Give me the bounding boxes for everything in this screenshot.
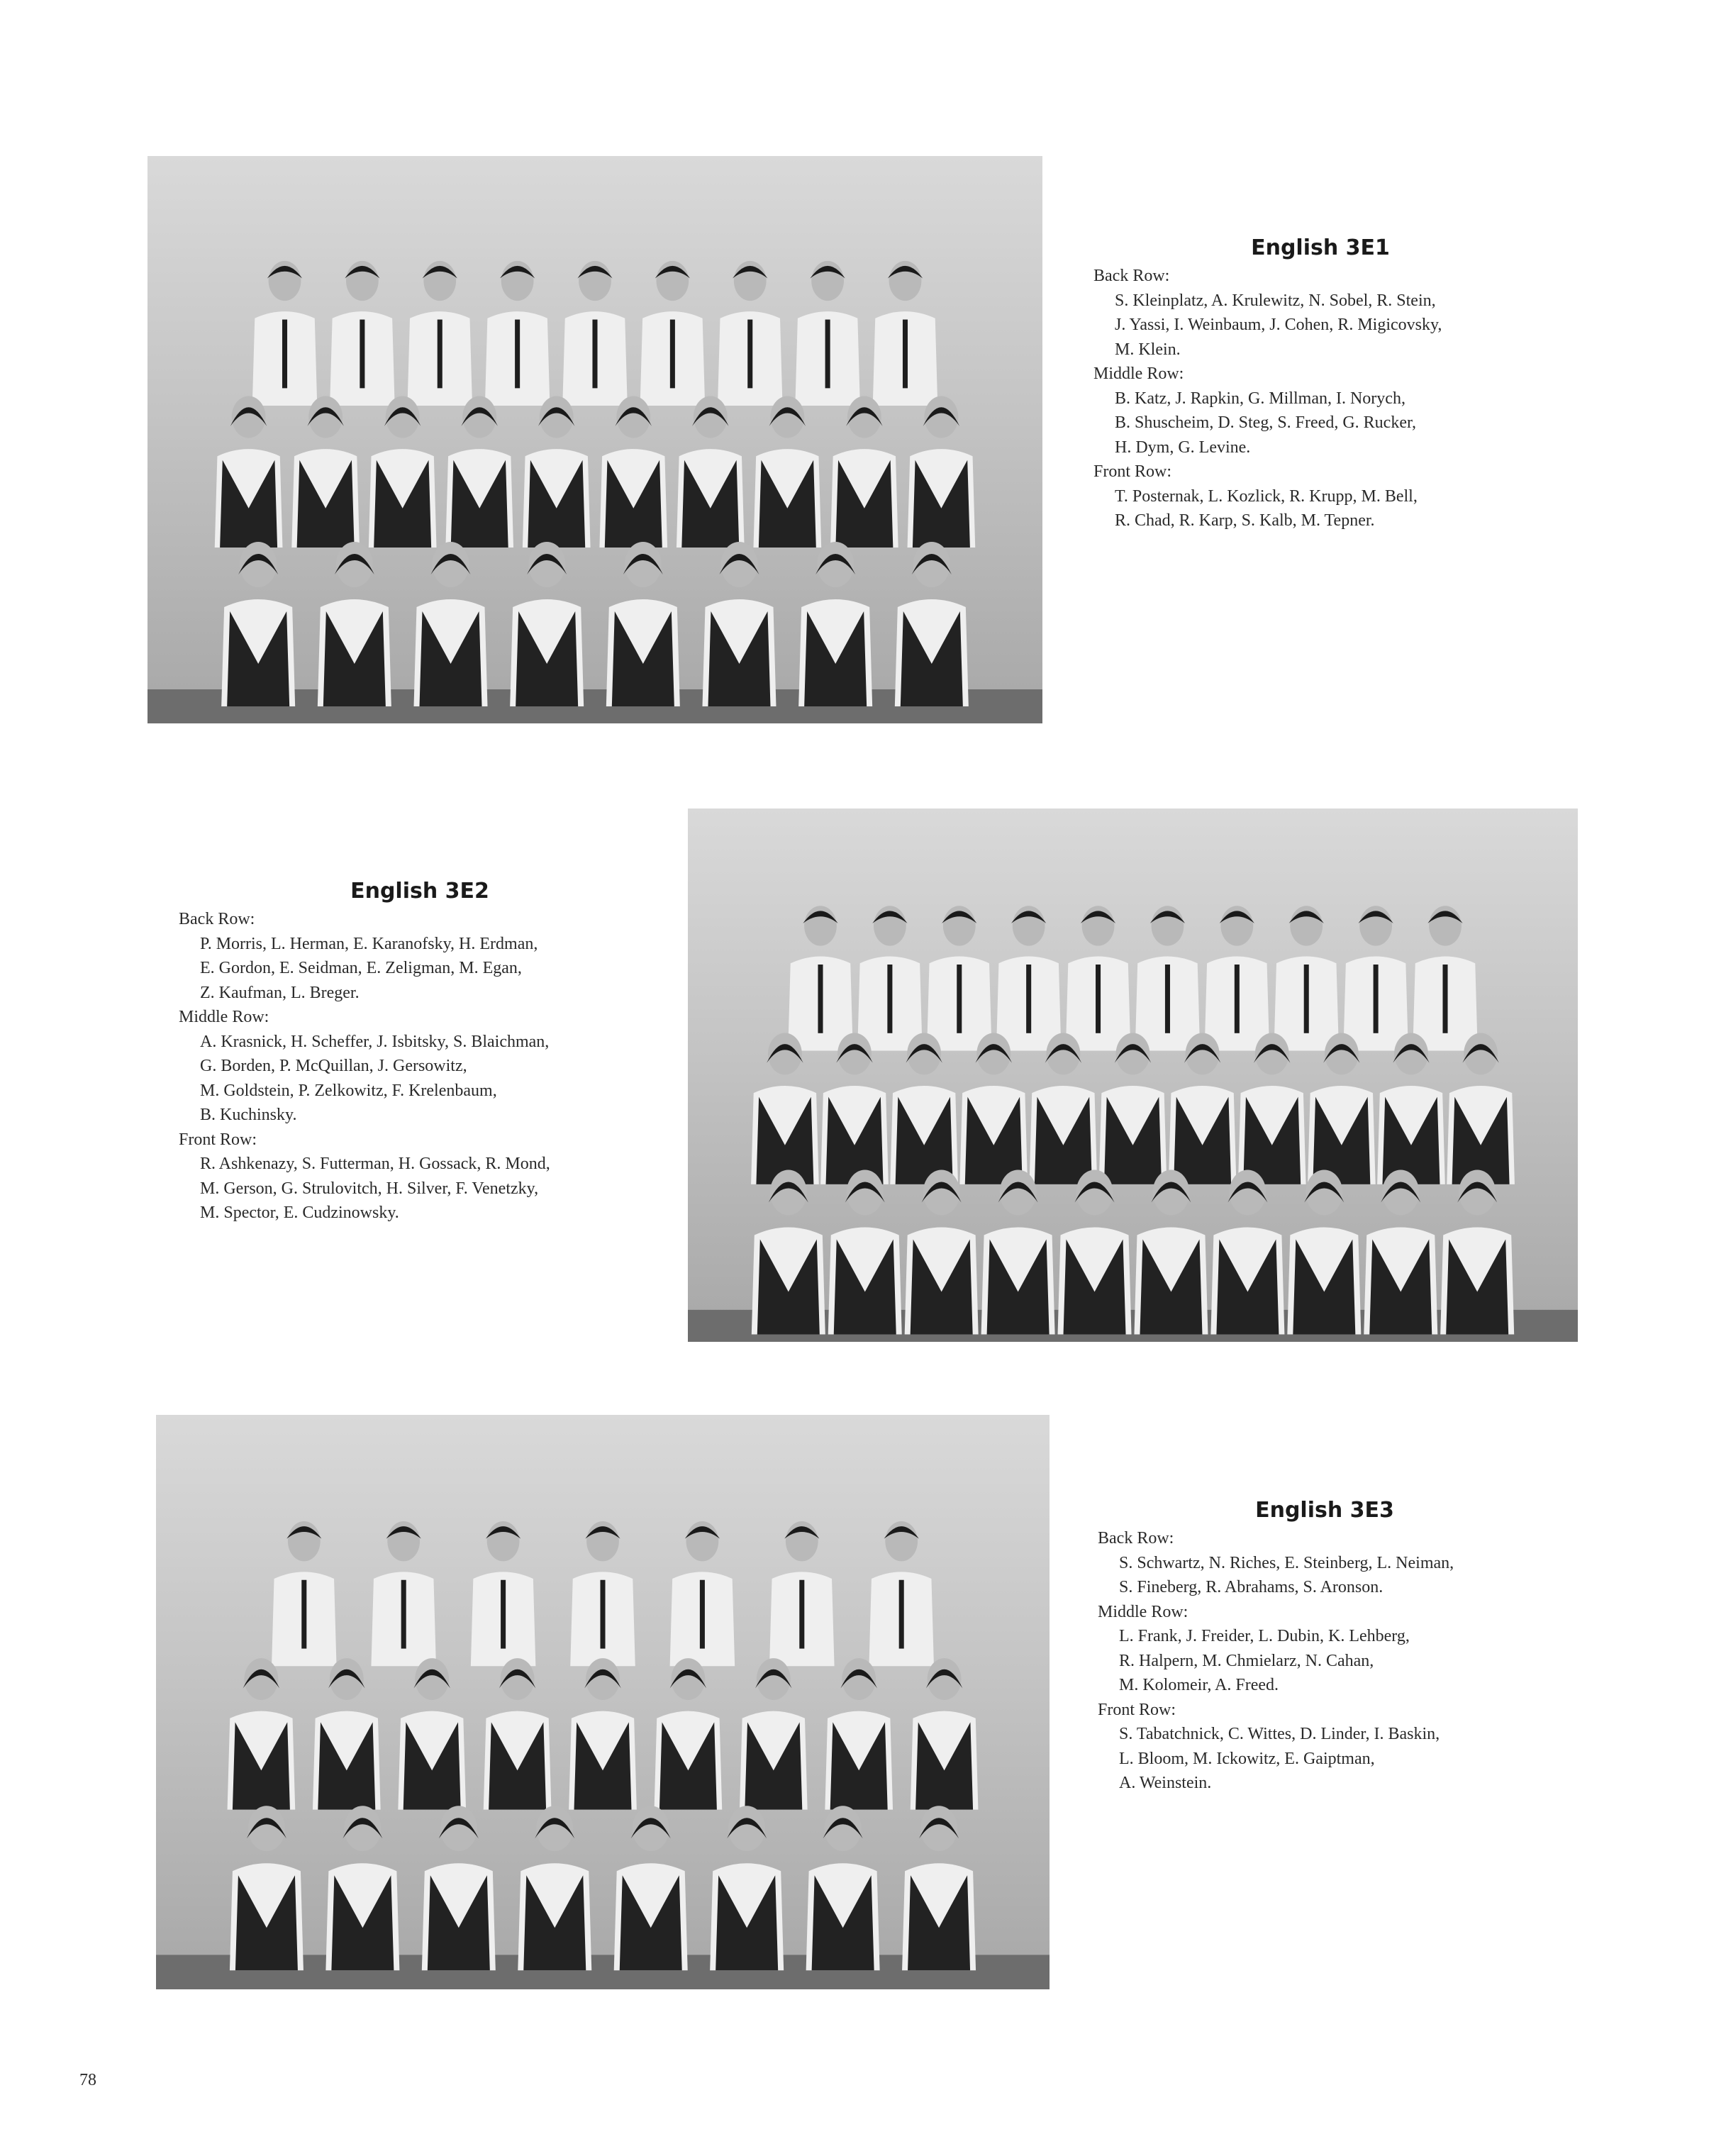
student-figure — [873, 261, 938, 406]
row-label: Back Row: — [179, 910, 255, 928]
student-figure — [445, 396, 513, 548]
student-figure — [1413, 906, 1478, 1050]
student-figure — [1343, 906, 1408, 1050]
student-figure — [1134, 1169, 1208, 1334]
caption-3e3 — [1098, 1496, 1552, 1796]
page-number: 78 — [79, 2071, 96, 2089]
names-line: E. Gordon, E. Seidman, E. Zeligman, M. Egan, — [200, 959, 522, 977]
names-line: M. Gerson, G. Strulovitch, H. Silver, F. Venetzky, — [200, 1179, 539, 1198]
student-figure — [830, 396, 898, 548]
caption-3e2 — [179, 877, 661, 1226]
section-title: English 3E1 — [1251, 235, 1390, 260]
student-figure — [228, 1658, 296, 1809]
student-figure — [330, 261, 395, 406]
row-label: Front Row: — [1093, 462, 1172, 481]
student-figure — [677, 396, 745, 548]
student-figure — [702, 542, 776, 706]
student-figure — [407, 261, 472, 406]
student-figure — [751, 1033, 819, 1184]
names-line: T. Posternak, L. Kozlick, R. Krupp, M. Bell, — [1115, 487, 1418, 506]
names-line: H. Dym, G. Levine. — [1115, 438, 1251, 457]
student-figure — [828, 1169, 902, 1334]
student-figure — [325, 1806, 399, 1970]
names-line: R. Ashkenazy, S. Futterman, H. Gossack, R. Mond, — [200, 1155, 550, 1173]
student-figure — [518, 1806, 591, 1970]
names-line: S. Schwartz, N. Riches, E. Steinberg, L. Neiman, — [1119, 1553, 1454, 1572]
student-figure — [1210, 1169, 1284, 1334]
student-figure — [718, 261, 783, 406]
student-figure — [911, 1658, 979, 1809]
student-figure — [927, 906, 992, 1050]
student-figure — [740, 1658, 808, 1809]
student-figure — [788, 906, 853, 1050]
names-line: L. Frank, J. Freider, L. Dubin, K. Lehberg, — [1119, 1627, 1410, 1645]
student-figure — [291, 396, 360, 548]
class-photo-3e3-graphic — [156, 1415, 1050, 1989]
student-figure — [1169, 1033, 1237, 1184]
student-figure — [908, 396, 976, 548]
class-photo-3e3 — [156, 1415, 1050, 1989]
names-line: A. Weinstein. — [1119, 1774, 1212, 1792]
student-figure — [981, 1169, 1055, 1334]
names-line: Z. Kaufman, L. Breger. — [200, 983, 360, 1002]
student-figure — [1364, 1169, 1437, 1334]
student-figure — [959, 1033, 1028, 1184]
names-line: A. Krasnick, H. Scheffer, J. Isbitsky, S. Blaichman, — [200, 1032, 550, 1051]
row-label: Front Row: — [1098, 1700, 1176, 1719]
student-figure — [905, 1169, 979, 1334]
student-figure — [1135, 906, 1201, 1050]
student-figure — [562, 261, 628, 406]
student-figure — [857, 906, 923, 1050]
student-figure — [414, 542, 488, 706]
names-line: M. Kolomeir, A. Freed. — [1119, 1676, 1279, 1694]
student-figure — [769, 1521, 835, 1666]
student-figure — [895, 542, 969, 706]
student-figure — [902, 1806, 976, 1970]
section-title: English 3E3 — [1255, 1498, 1394, 1523]
student-figure — [655, 1658, 723, 1809]
student-figure — [1287, 1169, 1361, 1334]
names-line: J. Yassi, I. Weinbaum, J. Cohen, R. Migicovsky, — [1115, 316, 1442, 334]
student-figure — [640, 261, 706, 406]
class-photo-3e1-graphic — [147, 156, 1042, 723]
student-figure — [996, 906, 1062, 1050]
student-figure — [369, 396, 437, 548]
names-line: S. Fineberg, R. Abrahams, S. Aronson. — [1119, 1578, 1384, 1596]
student-figure — [614, 1806, 688, 1970]
student-figure — [318, 542, 391, 706]
row-label: Front Row: — [179, 1130, 257, 1149]
student-figure — [710, 1806, 784, 1970]
student-figure — [313, 1658, 381, 1809]
names-line: S. Kleinplatz, A. Krulewitz, N. Sobel, R. Stein, — [1115, 291, 1436, 310]
names-line: R. Halpern, M. Chmielarz, N. Cahan, — [1119, 1651, 1374, 1670]
names-line: M. Klein. — [1115, 340, 1181, 359]
student-figure — [570, 1521, 635, 1666]
student-figure — [230, 1806, 304, 1970]
names-line: M. Spector, E. Cudzinowsky. — [200, 1204, 399, 1222]
row-label: Middle Row: — [1093, 365, 1184, 383]
names-line: B. Shuscheim, D. Steg, S. Freed, G. Rucker, — [1115, 413, 1417, 432]
row-label: Back Row: — [1098, 1529, 1174, 1547]
class-photo-3e1 — [147, 156, 1042, 723]
student-figure — [1066, 906, 1131, 1050]
student-figure — [825, 1658, 893, 1809]
student-figure — [523, 396, 591, 548]
student-figure — [606, 542, 680, 706]
student-figure — [753, 396, 821, 548]
class-photo-3e2-graphic — [688, 808, 1578, 1342]
student-figure — [1205, 906, 1270, 1050]
names-line: P. Morris, L. Herman, E. Karanofsky, H. Erdman, — [200, 934, 538, 953]
student-figure — [1274, 906, 1339, 1050]
names-line: B. Katz, J. Rapkin, G. Millman, I. Norych, — [1115, 389, 1405, 408]
student-figure — [869, 1521, 934, 1666]
caption-3e1 — [1093, 234, 1547, 533]
student-figure — [510, 542, 584, 706]
student-figure — [1238, 1033, 1306, 1184]
student-figure — [485, 261, 550, 406]
student-figure — [890, 1033, 958, 1184]
student-figure — [371, 1521, 436, 1666]
student-figure — [1440, 1169, 1514, 1334]
names-line: M. Goldstein, P. Zelkowitz, F. Krelenbaum, — [200, 1081, 497, 1100]
student-figure — [221, 542, 295, 706]
student-figure — [1377, 1033, 1445, 1184]
class-photo-3e2 — [688, 808, 1578, 1342]
student-figure — [752, 1169, 825, 1334]
student-figure — [569, 1658, 637, 1809]
student-figure — [1058, 1169, 1132, 1334]
student-figure — [670, 1521, 735, 1666]
names-line: S. Tabatchnick, C. Wittes, D. Linder, I. Baskin, — [1119, 1725, 1440, 1743]
student-figure — [599, 396, 667, 548]
student-figure — [215, 396, 283, 548]
student-figure — [484, 1658, 552, 1809]
names-line: R. Chad, R. Karp, S. Kalb, M. Tepner. — [1115, 511, 1375, 530]
student-figure — [1447, 1033, 1515, 1184]
student-figure — [422, 1806, 496, 1970]
names-line: B. Kuchinsky. — [200, 1106, 297, 1124]
student-figure — [806, 1806, 880, 1970]
student-figure — [252, 261, 318, 406]
row-label: Middle Row: — [179, 1008, 269, 1026]
student-figure — [272, 1521, 337, 1666]
student-figure — [820, 1033, 889, 1184]
names-line: L. Bloom, M. Ickowitz, E. Gaiptman, — [1119, 1749, 1375, 1768]
row-label: Middle Row: — [1098, 1602, 1188, 1621]
names-line: G. Borden, P. McQuillan, J. Gersowitz, — [200, 1057, 467, 1075]
student-figure — [1308, 1033, 1376, 1184]
student-figure — [1030, 1033, 1098, 1184]
student-figure — [398, 1658, 466, 1809]
row-label: Back Row: — [1093, 267, 1170, 285]
student-figure — [471, 1521, 536, 1666]
student-figure — [798, 542, 872, 706]
section-title: English 3E2 — [350, 879, 489, 904]
student-figure — [795, 261, 860, 406]
student-figure — [1099, 1033, 1167, 1184]
